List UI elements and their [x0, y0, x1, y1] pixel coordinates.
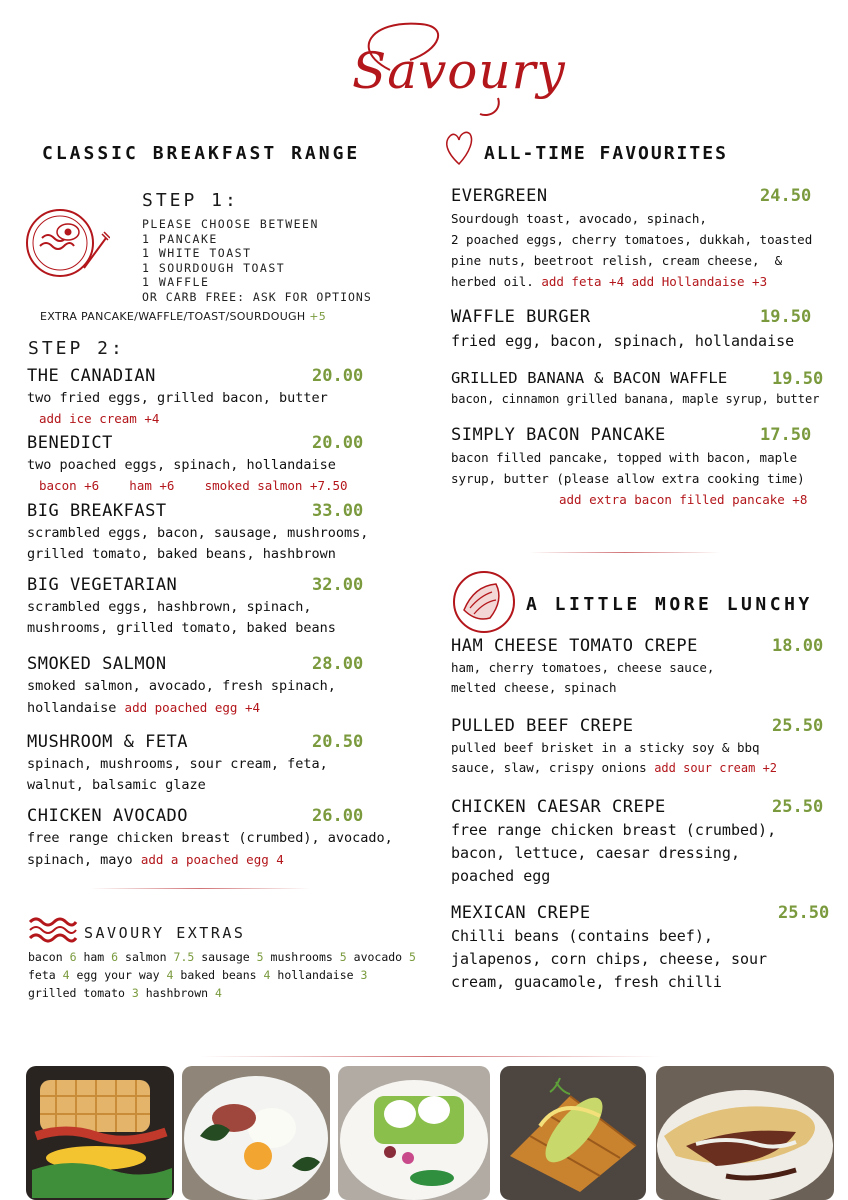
item-description: spinach, mayo	[27, 852, 133, 868]
menu-item-big-breakfast	[27, 501, 427, 565]
item-price: 24.50	[760, 186, 812, 206]
item-description-last	[451, 271, 841, 292]
item-name: BIG VEGETARIAN	[27, 575, 178, 595]
item-name: MEXICAN CREPE	[451, 903, 591, 923]
extras-row	[28, 984, 416, 1002]
extra-price: 4	[166, 968, 174, 982]
extra-price: 7.5	[173, 950, 195, 964]
menu-item-waffle-burger	[451, 307, 846, 352]
item-addons: add a poached egg 4	[140, 852, 284, 867]
item-price: 32.00	[312, 575, 364, 595]
item-description: 2 poached eggs, cherry tomatoes, dukkah, toasted	[451, 232, 813, 247]
item-name: WAFFLE BURGER	[451, 307, 591, 327]
extras-row	[28, 966, 416, 984]
item-price: 20.50	[312, 732, 364, 752]
extra-name: salmon	[125, 950, 167, 964]
extra-price: 5	[339, 950, 347, 964]
item-addons: add extra bacon filled pancake +8	[559, 492, 808, 507]
item-description-last	[451, 758, 846, 778]
breakfast-plate-icon	[24, 208, 110, 278]
item-description: fried egg, bacon, spinach, hollandaise	[451, 332, 795, 350]
page-title: Savoury	[352, 42, 566, 100]
extra-name: hollandaise	[277, 968, 354, 982]
item-name: BENEDICT	[27, 433, 113, 453]
extra-name: baked beans	[180, 968, 257, 982]
extra-name: hashbrown	[145, 986, 209, 1000]
item-description: Sourdough toast, avocado, spinach,	[451, 211, 707, 226]
item-description: herbed oil.	[451, 274, 534, 289]
step-2-title: STEP 2:	[28, 338, 125, 359]
all-time-favourites-heading: ALL-TIME FAVOURITES	[484, 143, 728, 164]
item-description: scrambled eggs, hashbrown, spinach,	[27, 599, 312, 615]
item-description: bacon filled pancake, topped with bacon, maple	[451, 450, 798, 465]
item-addons: add feta +4 add Hollandaise +3	[541, 274, 768, 289]
item-description: hollandaise	[27, 700, 117, 716]
item-description-last	[27, 849, 447, 871]
item-name: CHICKEN CAESAR CREPE	[451, 797, 666, 817]
item-description: scrambled eggs, bacon, sausage, mushrooms,	[27, 525, 369, 541]
classic-breakfast-heading: CLASSIC BREAKFAST RANGE	[42, 143, 361, 164]
item-name: MUSHROOM & FETA	[27, 732, 189, 752]
extra-carb-price: +5	[309, 310, 327, 323]
extra-name: egg your way	[76, 968, 160, 982]
step-1-line: 1 WAFFLE	[142, 275, 210, 289]
item-name: HAM CHEESE TOMATO CREPE	[451, 636, 698, 656]
menu-item-benedict	[27, 433, 427, 496]
right-divider	[530, 552, 720, 553]
evergreen-photo	[338, 1066, 490, 1200]
item-addons: add ice cream +4	[39, 411, 160, 426]
item-name: GRILLED BANANA & BACON WAFFLE	[451, 369, 728, 387]
item-description: cream, guacamole, fresh chilli	[451, 973, 722, 991]
item-description: grilled tomato, baked beans, hashbrown	[27, 546, 336, 562]
item-name: BIG BREAKFAST	[27, 501, 167, 521]
grilled-banana-waffle-photo	[500, 1066, 646, 1200]
item-name: EVERGREEN	[451, 186, 548, 206]
title-flourish	[330, 10, 530, 120]
extra-name: feta	[28, 968, 56, 982]
menu-item-smoked-salmon	[27, 654, 427, 719]
item-description: spinach, mushrooms, sour cream, feta,	[27, 756, 328, 772]
extra-carb-note	[40, 310, 326, 323]
item-price: 19.50	[760, 307, 812, 327]
extra-price: 3	[131, 986, 139, 1000]
crepe-icon	[452, 570, 516, 634]
step-1-line: OR CARB FREE: ASK FOR OPTIONS	[142, 289, 372, 304]
step-1-title: STEP 1:	[142, 190, 239, 211]
step-1-block	[142, 190, 372, 304]
extra-name: sausage	[201, 950, 250, 964]
item-description: jalapenos, corn chips, cheese, sour	[451, 950, 768, 968]
item-name: THE CANADIAN	[27, 366, 156, 386]
item-description-last	[27, 697, 427, 719]
extra-name: bacon	[28, 950, 63, 964]
menu-item-evergreen	[451, 186, 841, 292]
item-description: walnut, balsamic glaze	[27, 777, 206, 793]
item-description: poached egg	[451, 867, 551, 885]
extras-row	[28, 948, 416, 966]
menu-item-chicken-avocado	[27, 806, 447, 871]
menu-item-simply-bacon-pancake	[451, 425, 841, 510]
heart-icon	[444, 128, 474, 170]
item-name: SIMPLY BACON PANCAKE	[451, 425, 666, 445]
step-1-line: 1 SOURDOUGH TOAST	[142, 260, 286, 275]
extra-price: 6	[111, 950, 119, 964]
step-1-line: PLEASE CHOOSE BETWEEN	[142, 217, 319, 231]
savoury-extras-list	[28, 948, 416, 1002]
item-description: syrup, butter (please allow extra cooking time)	[451, 471, 805, 486]
step-1-line: 1 WHITE TOAST	[142, 246, 252, 260]
item-addons: bacon +6 ham +6 smoked salmon +7.50	[39, 478, 348, 493]
item-description: mushrooms, grilled tomato, baked beans	[27, 620, 336, 636]
item-description: melted cheese, spinach	[451, 680, 617, 695]
extra-name: grilled tomato	[28, 986, 125, 1000]
menu-item-pulled-beef-crepe	[451, 716, 846, 778]
item-name: SMOKED SALMON	[27, 654, 167, 674]
extra-price: 3	[360, 968, 368, 982]
a-little-more-lunchy-heading: A LITTLE MORE LUNCHY	[526, 594, 813, 615]
item-price: 33.00	[312, 501, 364, 521]
item-price: 20.00	[312, 433, 364, 453]
item-price: 18.00	[772, 636, 824, 656]
bacon-icon	[28, 914, 78, 944]
item-description: bacon, lettuce, caesar dressing,	[451, 844, 740, 862]
menu-item-mushroom-feta	[27, 732, 427, 796]
item-price: 17.50	[760, 425, 812, 445]
item-description: free range chicken breast (crumbed), avocado,	[27, 830, 393, 846]
item-price: 19.50	[772, 369, 824, 389]
item-price: 28.00	[312, 654, 364, 674]
photos-divider	[200, 1056, 660, 1057]
extra-name: avocado	[353, 950, 403, 964]
benedict-photo	[182, 1066, 330, 1200]
menu-item-ham-cheese-tomato-crepe	[451, 636, 841, 698]
item-description: free range chicken breast (crumbed),	[451, 821, 777, 839]
extra-carb-text: EXTRA PANCAKE/WAFFLE/TOAST/SOURDOUGH	[40, 310, 306, 323]
item-price: 25.50	[778, 903, 830, 923]
menu-item-the-canadian	[27, 366, 427, 429]
menu-item-big-vegetarian	[27, 575, 427, 639]
item-price: 26.00	[312, 806, 364, 826]
item-description: Chilli beans (contains beef),	[451, 927, 713, 945]
item-description: pine nuts, beetroot relish, cream cheese, &	[451, 253, 783, 268]
item-name: PULLED BEEF CREPE	[451, 716, 634, 736]
pulled-beef-crepe-photo	[656, 1066, 834, 1200]
item-price: 20.00	[312, 366, 364, 386]
savoury-extras-heading: SAVOURY EXTRAS	[84, 924, 246, 942]
step-1-line: 1 PANCAKE	[142, 231, 218, 246]
item-name: CHICKEN AVOCADO	[27, 806, 189, 826]
extra-price: 4	[215, 986, 222, 1000]
item-price: 25.50	[772, 716, 824, 736]
extra-name: mushrooms	[270, 950, 333, 964]
extra-price: 6	[69, 950, 77, 964]
item-description: sauce, slaw, crispy onions	[451, 760, 647, 775]
menu-item-mexican-crepe	[451, 903, 846, 994]
extra-name: ham	[83, 950, 105, 964]
item-description: two poached eggs, spinach, hollandaise	[27, 457, 336, 473]
extra-price: 4	[62, 968, 70, 982]
extra-price: 5	[256, 950, 264, 964]
item-description: pulled beef brisket in a sticky soy & bbq	[451, 740, 760, 755]
extra-price: 5	[409, 950, 416, 964]
item-price: 25.50	[772, 797, 824, 817]
extra-price: 4	[263, 968, 271, 982]
left-divider	[90, 888, 310, 889]
menu-item-chicken-caesar-crepe	[451, 797, 846, 888]
item-description: ham, cherry tomatoes, cheese sauce,	[451, 660, 715, 675]
item-description: smoked salmon, avocado, fresh spinach,	[27, 678, 336, 694]
item-description: bacon, cinnamon grilled banana, maple syrup, butter	[451, 392, 820, 406]
waffle-burger-photo	[26, 1066, 174, 1200]
menu-item-grilled-banana-bacon-waffle	[451, 369, 841, 410]
item-description: two fried eggs, grilled bacon, butter	[27, 390, 328, 406]
item-addons: add sour cream +2	[654, 761, 778, 775]
item-addons: add poached egg +4	[124, 700, 261, 715]
